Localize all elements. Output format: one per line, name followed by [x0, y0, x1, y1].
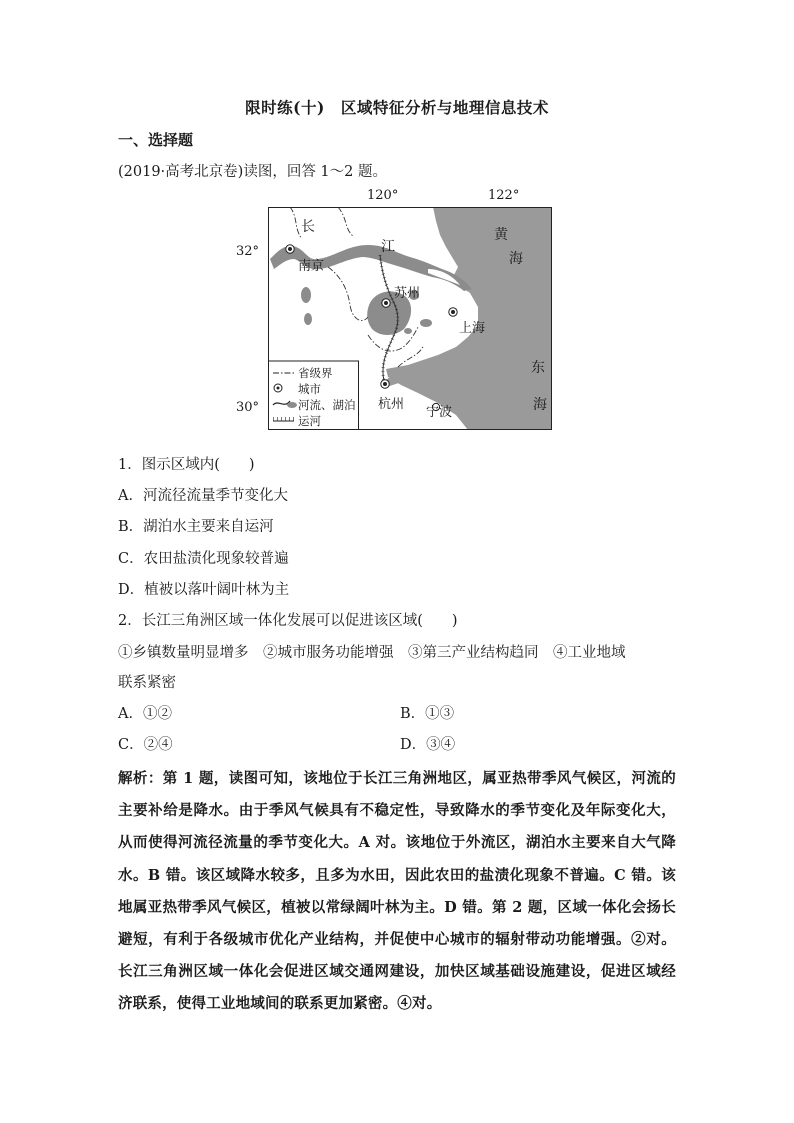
question-2-option-d: D．③④ [400, 737, 456, 753]
question-1-option-c: C．农田盐渍化现象较普遍 [118, 551, 289, 567]
question-2-statements-cont: 联系紧密 [118, 675, 176, 691]
question-2-stem: 2．长江三角洲区域一体化发展可以促进该区域( ) [118, 613, 458, 629]
question-1-option-b: B．湖泊水主要来自运河 [118, 519, 274, 535]
analysis-paragraph [118, 763, 676, 1021]
map-label-dong: 东 [531, 360, 545, 376]
question-2-option-c: C．②④ [118, 737, 173, 753]
question-2-option-b: B．①③ [400, 706, 455, 722]
lat-label-32: 32° [236, 244, 260, 259]
question-1-option-d: D．植被以落叶阔叶林为主 [118, 582, 290, 598]
map-label-ningbo: 宁波 [426, 405, 453, 420]
legend-label-river-lake: 河流、湖泊 [298, 398, 356, 412]
legend-label-canal: 运河 [298, 414, 321, 428]
map-label-hangzhou: 杭州 [378, 397, 405, 412]
map-label-shanghai: 上海 [459, 321, 486, 336]
question-2-statements: ①乡镇数量明显增多 ②城市服务功能增强 ③第三产业结构趋同 ④工业地域 [118, 645, 626, 661]
lon-label-122: 122° [488, 188, 520, 203]
map-label-chang: 长 [301, 219, 315, 235]
map-label-hai-2: 海 [533, 397, 547, 413]
legend-label-boundary: 省级界 [298, 366, 333, 380]
question-source: (2019·高考北京卷)读图，回答 1～2 题。 [118, 164, 387, 180]
question-1-stem: 1．图示区域内( ) [118, 457, 255, 473]
lat-label-30: 30° [236, 400, 260, 415]
map-label-huang: 黄 [494, 227, 508, 243]
map-label-suzhou: 苏州 [394, 286, 421, 301]
section-heading: 一、选择题 [118, 131, 194, 149]
analysis-text: 解析：第 1 题，读图可知，该地位于长江三角洲地区，属亚热带季风气候区，河流的主要补给是降水。由于季风气候具有不稳定性，导致降水的季节变化及年际变化大，从而使得河流径流量的季节变化大。A 对。该地位于外流区，湖泊水主要来自大气降水。B 错。该区域降水较多，且多为水田，因此农田的盐渍化现象不普遍。C 错。该地属亚热带季风气候区，植被以常绿阔叶林为主。D 错。第 2 题，区域一体化会扬长避短，有利于各级城市优化产业结构，并促使中心城市的辐射带动功能增强。②对。长江三角洲区域一体化会促进区域交通网建设，加快区域基础设施建设，促进区域经济联系，使得工业地域间的联系更加紧密。④对。 [118, 770, 676, 1013]
lon-label-120: 120° [367, 188, 399, 203]
question-1-option-a: A．河流径流量季节变化大 [118, 488, 288, 504]
page-title: 限时练(十) 区域特征分析与地理信息技术 [245, 98, 549, 117]
legend-label-city: 城市 [298, 382, 321, 396]
question-2-option-a: A．①② [118, 706, 172, 722]
map-label-nanjing: 南京 [298, 259, 325, 274]
map-label-hai-1: 海 [509, 251, 523, 267]
map-label-jiang: 江 [381, 239, 395, 255]
